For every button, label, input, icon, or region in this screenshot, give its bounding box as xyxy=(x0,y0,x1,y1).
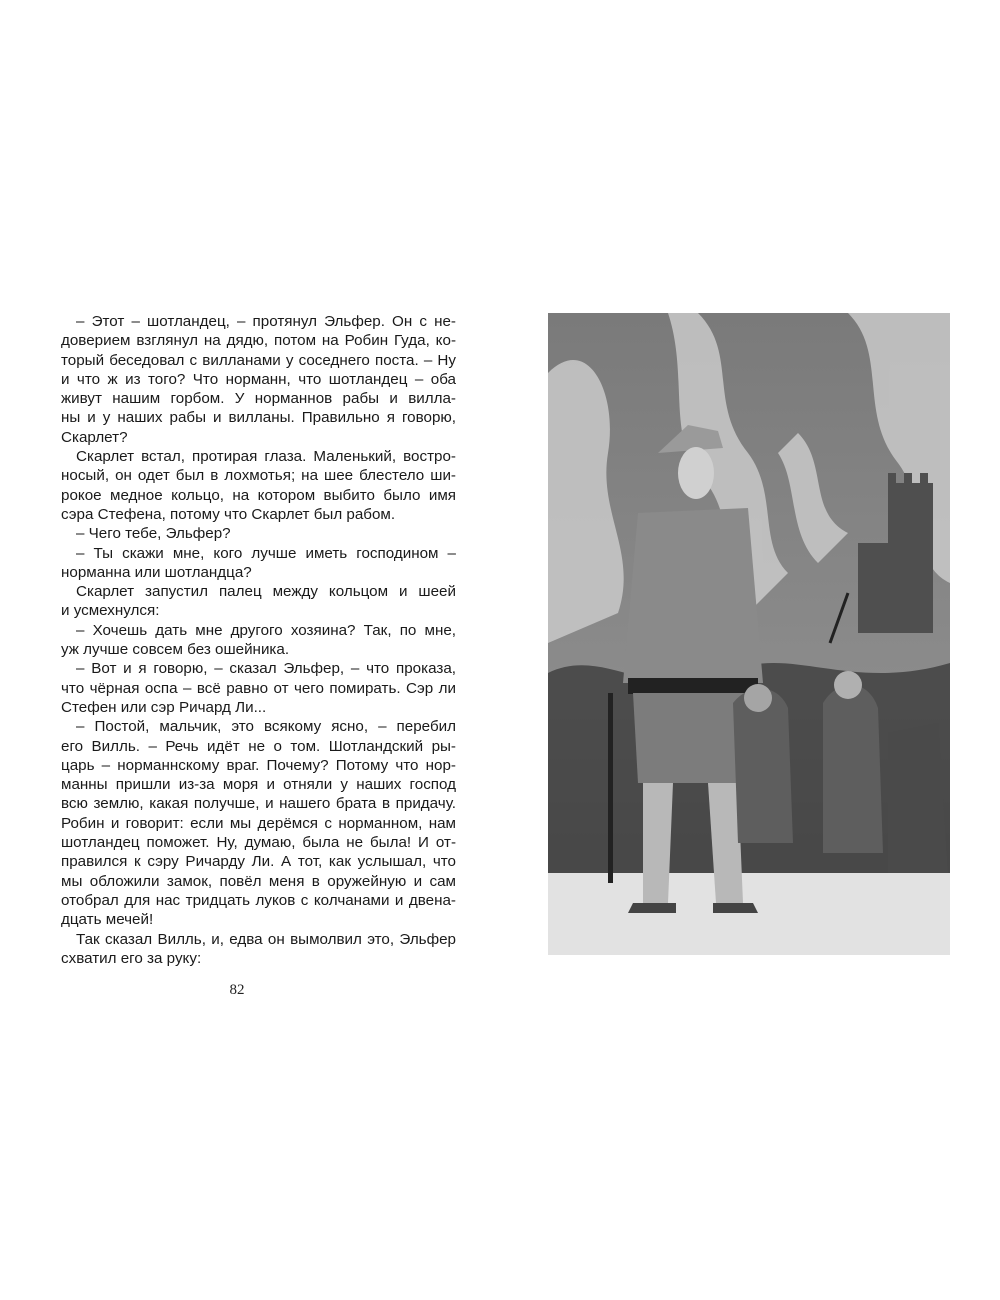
page-number: 82 xyxy=(229,982,245,998)
text-line: – Постой, мальчик, это всякому ясно, – перебил xyxy=(76,718,456,736)
text-line: и усмехнулся: xyxy=(61,602,160,620)
text-line: Скарлет? xyxy=(61,428,128,446)
text-line: Робин и говорит: если мы дерёмся с норманном, нам xyxy=(61,814,456,832)
text-line: его Вилль. – Речь идёт не о том. Шотландский ры- xyxy=(61,737,456,755)
text-line: что чёрная оспа – всё равно от чего помирать. Сэр ли xyxy=(61,679,456,697)
text-line: – Чего тебе, Эльфер? xyxy=(76,525,231,543)
text-line: норманна или шотландца? xyxy=(61,563,252,581)
text-line: сэра Стефена, потому что Скарлет был рабом. xyxy=(61,505,396,523)
text-line: живут нашим горбом. У норманнов рабы и вилла- xyxy=(61,390,456,408)
text-line: – Этот – шотландец, – протянул Эльфер. Он с не- xyxy=(76,313,456,330)
illustration-robin-hood-with-villagers xyxy=(548,313,950,955)
text-line: ны и у наших рабы и вилланы. Правильно я говорю, xyxy=(61,409,456,427)
text-line: шотландец поможет. Ну, думаю, была не была! И от- xyxy=(61,834,456,852)
text-line: схватил его за руку: xyxy=(61,949,202,967)
text-line: – Вот и я говорю, – сказал Эльфер, – что проказа, xyxy=(76,660,456,678)
text-line: – Ты скажи мне, кого лучше иметь господином – xyxy=(76,544,456,562)
text-line: правился к сэру Ричарду Ли. А тот, как услышал, что xyxy=(61,853,456,871)
text-line: отобрал для нас тридцать луков с колчанами и двена- xyxy=(61,891,456,909)
text-line: мы обложили замок, повёл меня в оружейную и сам xyxy=(61,872,456,890)
text-line: рокое медное кольцо, на котором выбито было имя xyxy=(61,486,456,504)
text-line: доверием взглянул на дядю, потом на Робин Гуда, ко- xyxy=(61,332,456,350)
text-line: и что ж из того? Что норманн, что шотландец – оба xyxy=(61,370,456,388)
text-line: Стефен или сэр Ричард Ли... xyxy=(61,698,267,716)
text-line: Скарлет встал, протирая глаза. Маленький, востро- xyxy=(76,448,456,466)
text-line: Скарлет запустил палец между кольцом и шеей xyxy=(76,583,456,601)
text-line: торый беседовал с вилланами у соседнего поста. – Ну xyxy=(61,351,456,369)
text-line: уж лучше совсем без ошейника. xyxy=(61,641,290,659)
text-line: дцать мечей! xyxy=(61,911,154,929)
text-line: Так сказал Вилль, и, едва он вымолвил это, Эльфер xyxy=(76,930,456,948)
ground xyxy=(548,873,950,955)
text-line: всю землю, какая получше, и нашего брата в придачу. xyxy=(61,795,456,813)
text-line: носый, он одет был в лохмотья; на шее блестело ши- xyxy=(61,467,456,485)
text-line: царь – норманнскому враг. Почему? Потому что нор- xyxy=(61,756,456,774)
body-text xyxy=(61,312,456,968)
text-line: – Хочешь дать мне другого хозяина? Так, по мне, xyxy=(76,621,456,639)
text-line: манны пришли из-за моря и отняли у наших господ xyxy=(61,776,456,794)
